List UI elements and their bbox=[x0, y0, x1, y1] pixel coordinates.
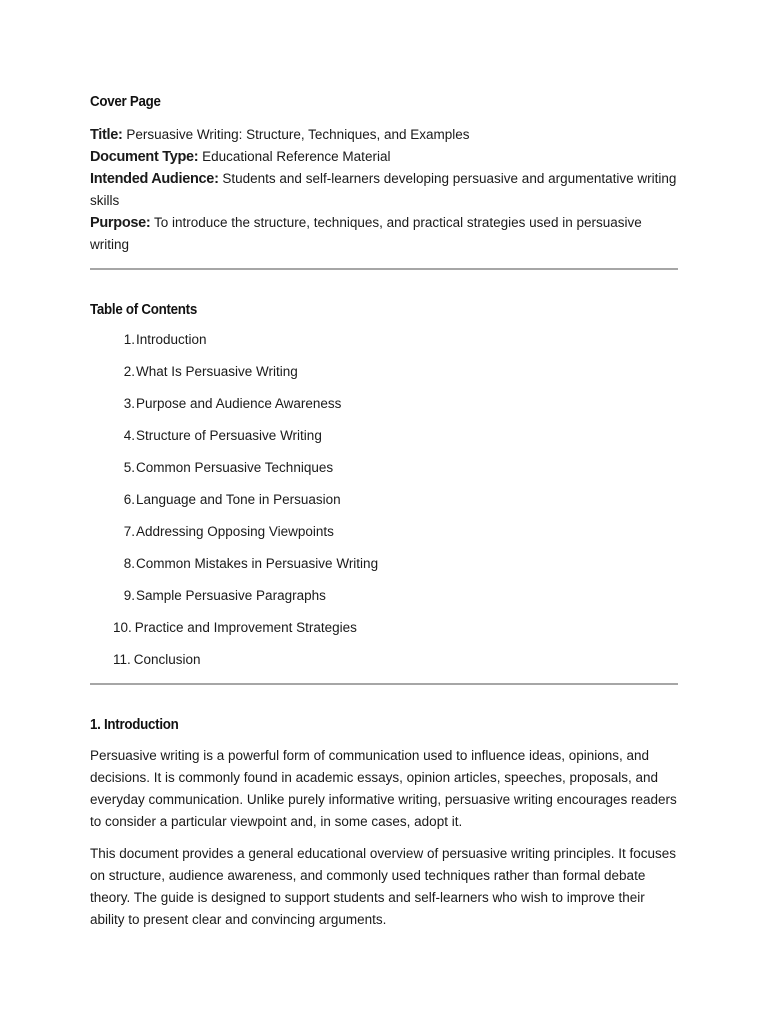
section-divider bbox=[90, 683, 678, 685]
toc-item-number: 4. bbox=[123, 428, 135, 443]
purpose-value: To introduce the structure, techniques, and practical strategies used in persuasive writing bbox=[90, 215, 642, 252]
toc-item bbox=[90, 522, 678, 554]
toc-item-label: Purpose and Audience Awareness bbox=[136, 396, 342, 411]
introduction-paragraph: This document provides a general educational overview of persuasive writing principles. It focuses on structure, audience awareness, and commonly used techniques rather than formal debate theory. The guide is designed to support students and self-learners who wish to improve their ability to present clear and convincing arguments. bbox=[90, 846, 677, 927]
introduction-paragraph: Persuasive writing is a powerful form of communication used to influence ideas, opinions, and decisions. It is commonly found in academic essays, opinion articles, speeches, proposals, and everyday communication. Unlike purely informative writing, persuasive writing encourages readers to consider a particular viewpoint and, in some cases, adopt it. bbox=[90, 748, 677, 829]
toc-item-label: Structure of Persuasive Writing bbox=[136, 428, 322, 443]
toc-item-label: Language and Tone in Persuasion bbox=[136, 492, 341, 507]
toc-item-number: 7. bbox=[123, 524, 135, 539]
toc-item bbox=[90, 618, 678, 650]
toc-item-number: 6. bbox=[123, 492, 135, 507]
toc-item-label: What Is Persuasive Writing bbox=[136, 364, 298, 379]
document-type-value: Educational Reference Material bbox=[202, 149, 391, 164]
intended-audience-key: Intended Audience: bbox=[90, 171, 219, 187]
toc-item bbox=[90, 586, 678, 618]
toc-item bbox=[90, 490, 678, 522]
toc-item-label: Addressing Opposing Viewpoints bbox=[136, 524, 334, 539]
intended-audience-value: Students and self-learners developing persuasive and argumentative writing skills bbox=[90, 171, 677, 208]
toc-item-number: 11. bbox=[113, 652, 131, 667]
toc-item-number: 2. bbox=[123, 364, 135, 379]
intended-audience-line bbox=[90, 168, 678, 212]
toc-item-label: Common Mistakes in Persuasive Writing bbox=[136, 556, 379, 571]
document-type-line bbox=[90, 146, 678, 168]
toc-item-label: Conclusion bbox=[133, 652, 201, 667]
toc-item bbox=[90, 426, 678, 458]
section-divider bbox=[90, 268, 678, 270]
toc-item bbox=[90, 394, 678, 426]
toc-item bbox=[90, 650, 678, 682]
introduction-heading: 1. Introduction bbox=[90, 717, 179, 733]
table-of-contents-heading: Table of Contents bbox=[90, 302, 197, 318]
toc-item-label: Practice and Improvement Strategies bbox=[134, 620, 357, 635]
toc-item-number: 3. bbox=[123, 396, 135, 411]
table-of-contents-list bbox=[90, 330, 678, 682]
toc-item bbox=[90, 458, 678, 490]
toc-item bbox=[90, 362, 678, 394]
toc-item-number: 1. bbox=[123, 332, 135, 347]
document-type-key: Document Type: bbox=[90, 149, 199, 165]
purpose-line bbox=[90, 212, 678, 256]
toc-item-label: Sample Persuasive Paragraphs bbox=[136, 588, 326, 603]
cover-page-heading: Cover Page bbox=[90, 94, 161, 110]
toc-item-label: Introduction bbox=[136, 332, 207, 347]
toc-item-number: 9. bbox=[123, 588, 135, 603]
title-line bbox=[90, 124, 678, 146]
toc-item-number: 10. bbox=[113, 620, 132, 635]
toc-item-number: 8. bbox=[123, 556, 135, 571]
toc-item bbox=[90, 554, 678, 586]
toc-item bbox=[90, 330, 678, 362]
toc-item-number: 5. bbox=[123, 460, 135, 475]
purpose-key: Purpose: bbox=[90, 215, 151, 231]
title-value: Persuasive Writing: Structure, Techniques, and Examples bbox=[126, 127, 470, 142]
title-key: Title: bbox=[90, 127, 123, 143]
toc-item-label: Common Persuasive Techniques bbox=[136, 460, 334, 475]
cover-metadata bbox=[90, 124, 678, 256]
